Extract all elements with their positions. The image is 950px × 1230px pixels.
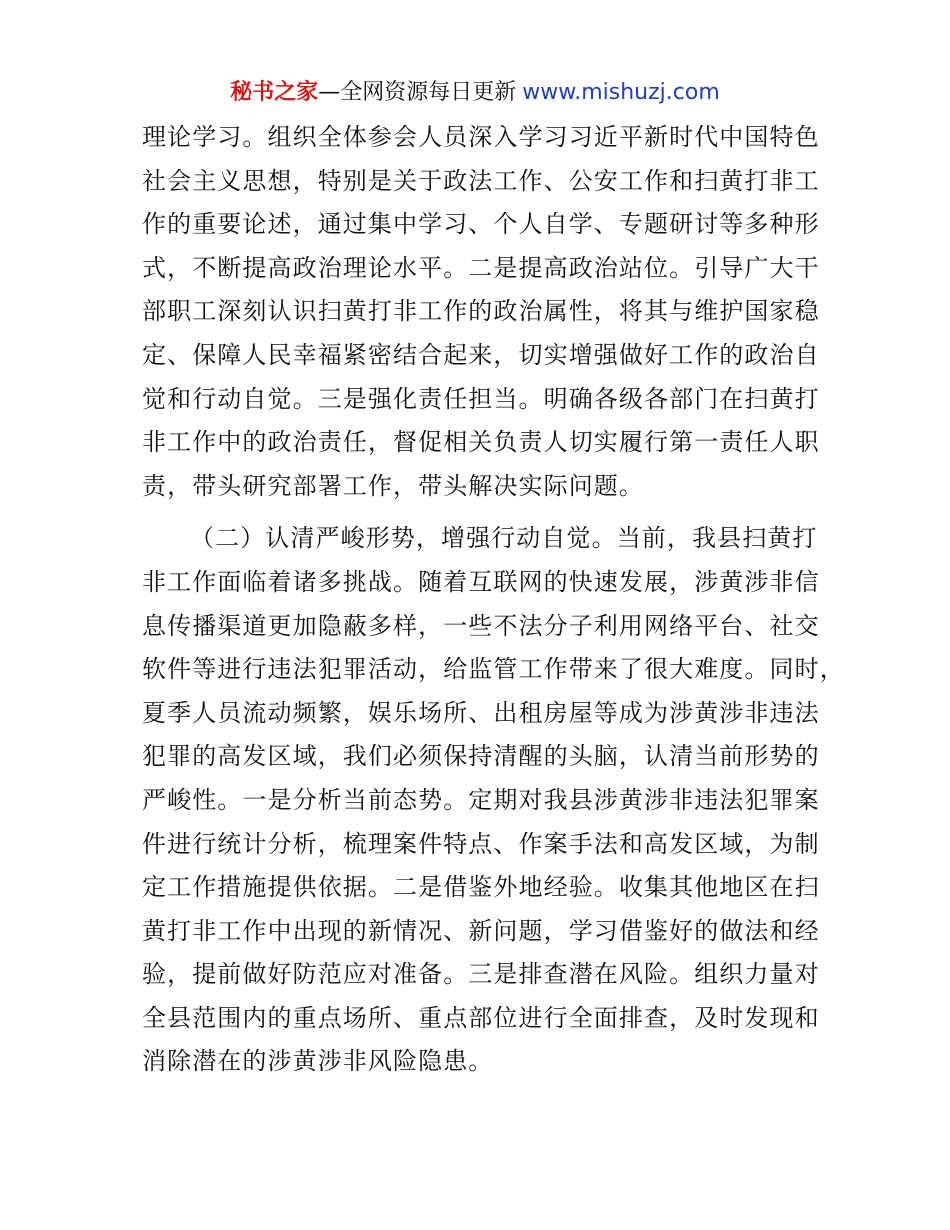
- paragraph-1: [142, 116, 822, 508]
- text-line: 部职工深刻认识扫黄打非工作的政治属性，将其与维护国家稳: [142, 297, 820, 326]
- text-line: 定工作措施提供依据。二是借鉴外地经验。收集其他地区在扫: [142, 873, 820, 902]
- text-line: 严峻性。一是分析当前态势。定期对我县涉黄涉非违法犯罪案: [142, 785, 820, 814]
- site-url-link[interactable]: www.mishuzj.com: [522, 80, 720, 105]
- text-line: 非工作面临着诸多挑战。随着互联网的快速发展，涉黄涉非信: [142, 567, 820, 596]
- text-line: 式，不断提高政治理论水平。二是提高政治站位。引导广大干: [142, 253, 820, 282]
- text-line: 犯罪的高发区域，我们必须保持清醒的头脑，认清当前形势的: [142, 742, 820, 771]
- text-line: 验，提前做好防范应对准备。三是排查潜在风险。组织力量对: [142, 960, 820, 989]
- text-line: 软件等进行违法犯罪活动，给监管工作带来了很大难度。同时，: [142, 655, 845, 684]
- text-line: 非工作中的政治责任，督促相关负责人切实履行第一责任人职: [142, 428, 820, 457]
- document-body: [142, 116, 845, 1084]
- site-tagline: —全网资源每日更新: [318, 80, 517, 105]
- text-line: 全县范围内的重点场所、重点部位进行全面排查，及时发现和: [142, 1003, 820, 1032]
- text-line: 社会主义思想，特别是关于政法工作、公安工作和扫黄打非工: [142, 166, 820, 195]
- text-line: 件进行统计分析，梳理案件特点、作案手法和高发区域，为制: [142, 829, 820, 858]
- paragraph-spacer: [142, 508, 822, 517]
- text-line: 责，带头研究部署工作，带头解决实际问题。: [142, 471, 644, 500]
- text-line: 黄打非工作中出现的新情况、新问题，学习借鉴好的做法和经: [142, 916, 820, 945]
- site-brand: 秘书之家: [230, 80, 319, 105]
- text-line: 作的重要论述，通过集中学习、个人自学、专题研讨等多种形: [142, 210, 820, 239]
- text-line: （二）认清严峻形势，增强行动自觉。当前，我县扫黄打: [190, 524, 818, 553]
- paragraph-2: [142, 517, 845, 1084]
- text-line: 息传播渠道更加隐蔽多样，一些不法分子利用网络平台、社交: [142, 611, 820, 640]
- text-line: 消除潜在的涉黄涉非风险隐患。: [142, 1047, 494, 1076]
- text-line: 觉和行动自觉。三是强化责任担当。明确各级各部门在扫黄打: [142, 384, 820, 413]
- text-line: 理论学习。组织全体参会人员深入学习习近平新时代中国特色: [142, 123, 820, 151]
- text-line: 夏季人员流动频繁，娱乐场所、出租房屋等成为涉黄涉非违法: [142, 698, 820, 727]
- text-line: 定、保障人民幸福紧密结合起来，切实增强做好工作的政治自: [142, 340, 820, 369]
- site-header: [0, 76, 950, 110]
